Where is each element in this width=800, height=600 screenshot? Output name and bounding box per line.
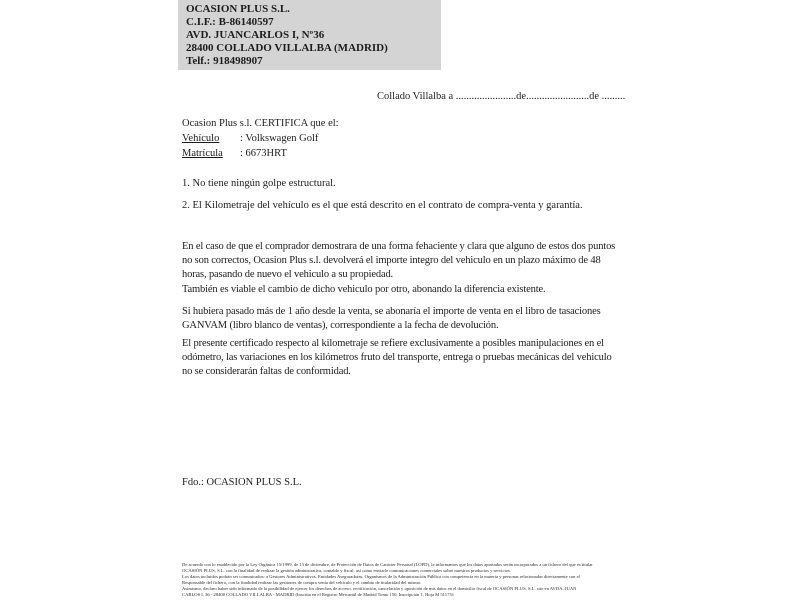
company-city: 28400 COLLADO VILLALBA (MADRID) — [186, 42, 388, 54]
paragraph-exchange-option: También es viable el cambio de dicho vehiculo por otro, abonando la diferencia existente. — [182, 284, 546, 295]
company-cif: C.I.F.: B-86140597 — [186, 16, 274, 28]
signature-line: Fdo.: OCASION PLUS S.L. — [182, 477, 302, 488]
date-fill-in-line: Collado Villalba a .......................de........................de ......... — [377, 91, 626, 102]
company-phone: Telf.: 918498907 — [186, 55, 263, 67]
certification-block — [182, 116, 339, 161]
vehicle-line — [182, 131, 339, 146]
plate-value: : 6673HRT — [240, 148, 287, 159]
paragraph-refund-terms: En el caso de que el comprador demostrara de una forma fehaciente y clara que alguno de estos dos puntos no son correctos, Ocasion Plus s.l. devolverá el importe integro del vehiculo en un plazo máximo de 48 horas, pasando de nuevo el vehiculo a su propiedad. — [182, 241, 616, 280]
legal-line: De acuerdo con lo establecido por la Ley Orgánica 15/1999, de 13 de diciembre, de Protección de Datos de Carácter Personal (LOPD), le informamos que los datos aportados serán incorporados a un fichero del que es titular — [182, 562, 593, 567]
statement-1: 1. No tiene ningún golpe estructural. — [182, 178, 336, 189]
company-header-box — [178, 0, 441, 70]
vehicle-label: Vehículo — [182, 133, 220, 144]
numbered-statements — [182, 177, 583, 221]
legal-line: Responsable del fichero, con la finalidad realizar las gestiones de compra venta del vehículo y el cambio de titularidad del mismo. — [182, 580, 422, 585]
paragraph-ganvam-valuation: Si hubiera pasado más de 1 año desde la venta, se abonaría el importe de venta en el libro de tasaciones GANVAM (libro blanco de ventas), correspondiente a la fecha de devolución. — [182, 306, 601, 331]
statement-2: 2. El Kilometraje del vehículo es el que está descrito en el contrato de compra-venta y garantía. — [182, 200, 583, 211]
legal-line: Asimismo, declaro haber sido informado de la posibilidad de ejercer los derechos de acceso, rectificación, cancelación y oposición de mis datos en el domicilio fiscal de OCASIÓN PLUS, S.L. sito en AVDA. JUAN — [182, 586, 577, 591]
legal-fine-print — [182, 562, 622, 598]
company-address: AVD. JUANCARLOS I, Nº36 — [186, 29, 325, 41]
legal-line: Los datos incluidos podrán ser comunicados: a Gestores Administrativos, Entidades Aseguradoras, Organismos de la Administración Pública con competencia en la materia y personas relacionadas directamente con el — [182, 574, 580, 579]
paragraph-odometer-disclaimer: El presente certificado respecto al kilometraje se refiere exclusivamente a posibles manipulaciones en el odómetro, las variaciones en los kilómetros fruto del transporte, entrega o pruebas mecánicas del vehiculo no se considerarán faltas de conformidad. — [182, 338, 612, 377]
legal-line: OCASIÓN PLUS, S.L. con la finalidad de realizar la gestión administrativa, contable y fiscal, así como enviarle comunicaciones comerciales sobre nuestros productos y servicios. — [182, 568, 511, 573]
plate-label: Matrícula — [182, 148, 223, 159]
legal-line: CARLOS I, 36 - 28400 COLLADO VILLALBA - MADRID (Inscrita en el Registro Mercantil de Madrid Tomo 150, Inscripción 1, Hoja M 511731 — [182, 592, 454, 597]
company-name: OCASION PLUS S.L. — [186, 3, 290, 15]
vehicle-value: : Volkswagen Golf — [240, 133, 319, 144]
certifies-intro: Ocasion Plus s.l. CERTIFICA que el: — [182, 118, 339, 129]
plate-line — [182, 146, 339, 161]
